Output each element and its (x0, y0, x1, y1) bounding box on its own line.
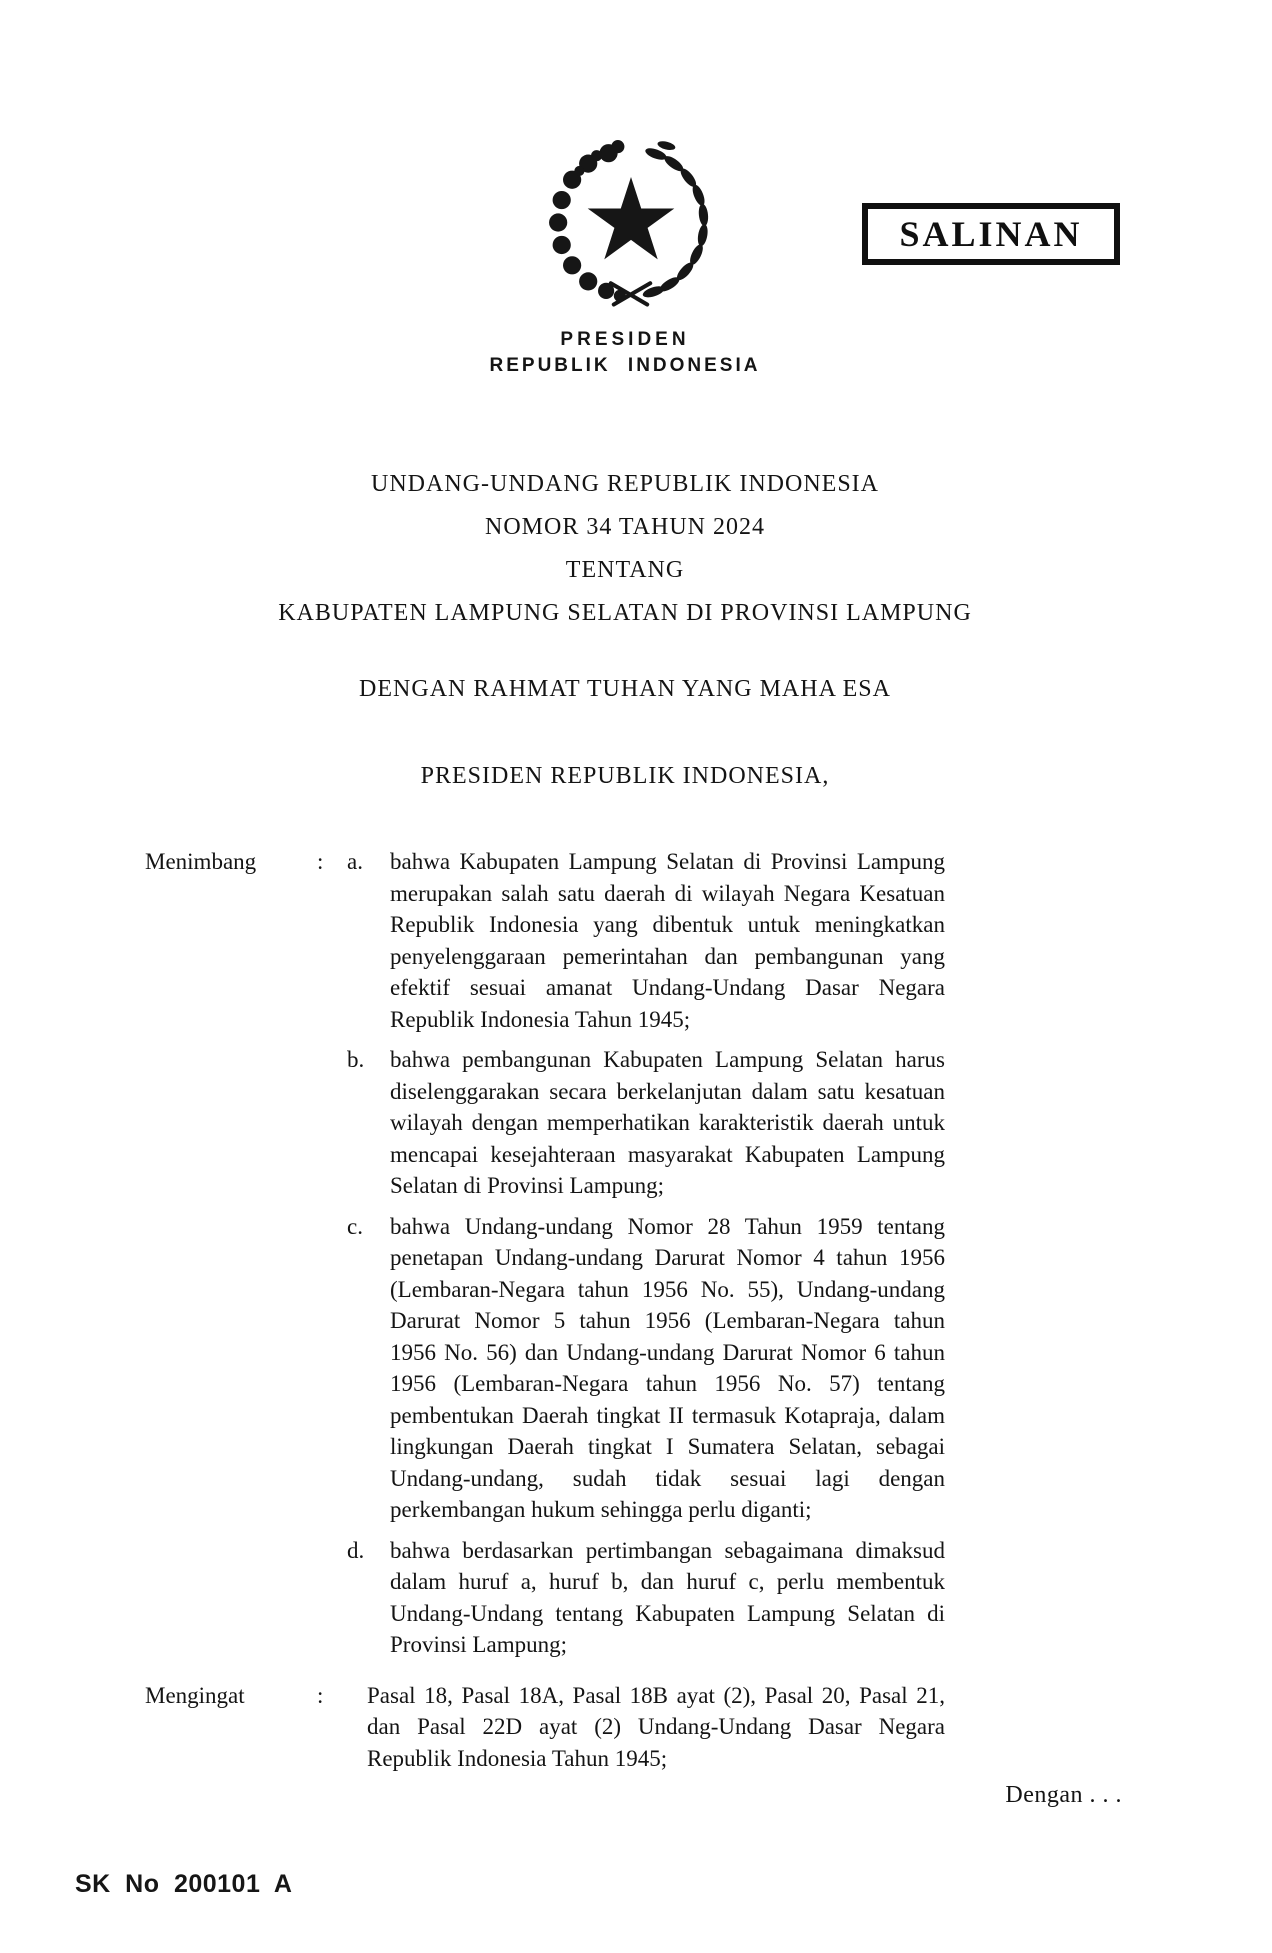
star-wreath-emblem-icon (545, 133, 717, 311)
item-text: bahwa pembangunan Kabupaten Lampung Selatan harus diselenggarakan secara berkelanjutan dalam satu kesatuan wilayah dengan memperhatikan karakteristik daerah untuk mencapai kesejahteraan masyarakat Kabupaten Lampung Selatan di Provinsi Lampung; (390, 1047, 945, 1198)
item-text: bahwa Undang-undang Nomor 28 Tahun 1959 tentang penetapan Undang-undang Darurat Nomor 4 tahun 1956 (Lembaran-Negara tahun 1956 No. 55), Undang-undang Darurat Nomor 5 tahun 1956 (Lembaran-Negara tahun 1956 No. 56) dan Undang-undang Darurat Nomor 6 tahun 1956 (Lembaran-Negara tahun 1956 No. 57) tentang pembentukan Daerah tingkat II termasuk Kotapraja, dalam lingkungan Daerah tingkat I Sumatera Selatan, sebagai Undang-undang, sudah tidak sesuai lagi dengan perkembangan hukum sehingga perlu diganti; (390, 1213, 945, 1522)
consideration-item-c (347, 1211, 945, 1526)
menimbang-label: Menimbang (145, 849, 257, 874)
menimbang-colon: : (317, 849, 324, 874)
item-letter: d. (347, 1537, 365, 1563)
legal-basis-text: Pasal 18, Pasal 18A, Pasal 18B ayat (2), Pasal 20, Pasal 21, dan Pasal 22D ayat (2) Undang-Undang Dasar Negara Republik Indonesia Tahun 1945; (367, 1682, 945, 1771)
title-line-subject: KABUPATEN LAMPUNG SELATAN DI PROVINSI LAMPUNG (278, 600, 972, 626)
legal-basis-section (145, 1680, 945, 1775)
item-text: bahwa berdasarkan pertimbangan sebagaimana dimaksud dalam huruf a, huruf b, dan huruf c, perlu membentuk Undang-Undang tentang Kabupaten Lampung Selatan di Provinsi Lampung; (390, 1537, 945, 1657)
title-line-number: NOMOR 34 TAHUN 2024 (485, 514, 765, 540)
consideration-item-b (347, 1044, 945, 1202)
page-catchword: Dengan . . . (1005, 1782, 1122, 1808)
consideration-item-d (347, 1535, 945, 1661)
item-letter: c. (347, 1213, 363, 1239)
letterhead (20, 329, 1230, 377)
document-body (145, 846, 945, 1774)
letterhead-republik-indonesia: REPUBLIK INDONESIA (489, 355, 761, 376)
star-icon (588, 177, 675, 259)
item-text: bahwa Kabupaten Lampung Selatan di Provinsi Lampung merupakan salah satu daerah di wilayah Negara Kesatuan Republik Indonesia yang dibentuk untuk meningkatkan penyelenggaraan pemerintahan dan pembangunan yang efektif sesuai amanat Undang-Undang Dasar Negara Republik Indonesia Tahun 1945; (390, 849, 945, 1032)
salinan-stamp-label: SALINAN (899, 214, 1083, 254)
title-line-law: UNDANG-UNDANG REPUBLIK INDONESIA (371, 471, 879, 497)
considerations-section (145, 846, 945, 1670)
consideration-item-a (347, 846, 945, 1035)
invocation-line: DENGAN RAHMAT TUHAN YANG MAHA ESA (359, 676, 891, 702)
authority-line: PRESIDEN REPUBLIK INDONESIA, (420, 763, 830, 789)
item-letter: b. (347, 1047, 365, 1072)
mengingat-label: Mengingat (145, 1682, 245, 1708)
title-line-tentang: TENTANG (565, 557, 685, 583)
mengingat-colon: : (317, 1682, 324, 1708)
letterhead-presiden: PRESIDEN (560, 329, 690, 350)
title-block (20, 463, 1230, 635)
salinan-stamp (862, 203, 1120, 265)
sk-number: SK No 200101 A (75, 1870, 293, 1898)
item-letter: a. (347, 849, 363, 874)
